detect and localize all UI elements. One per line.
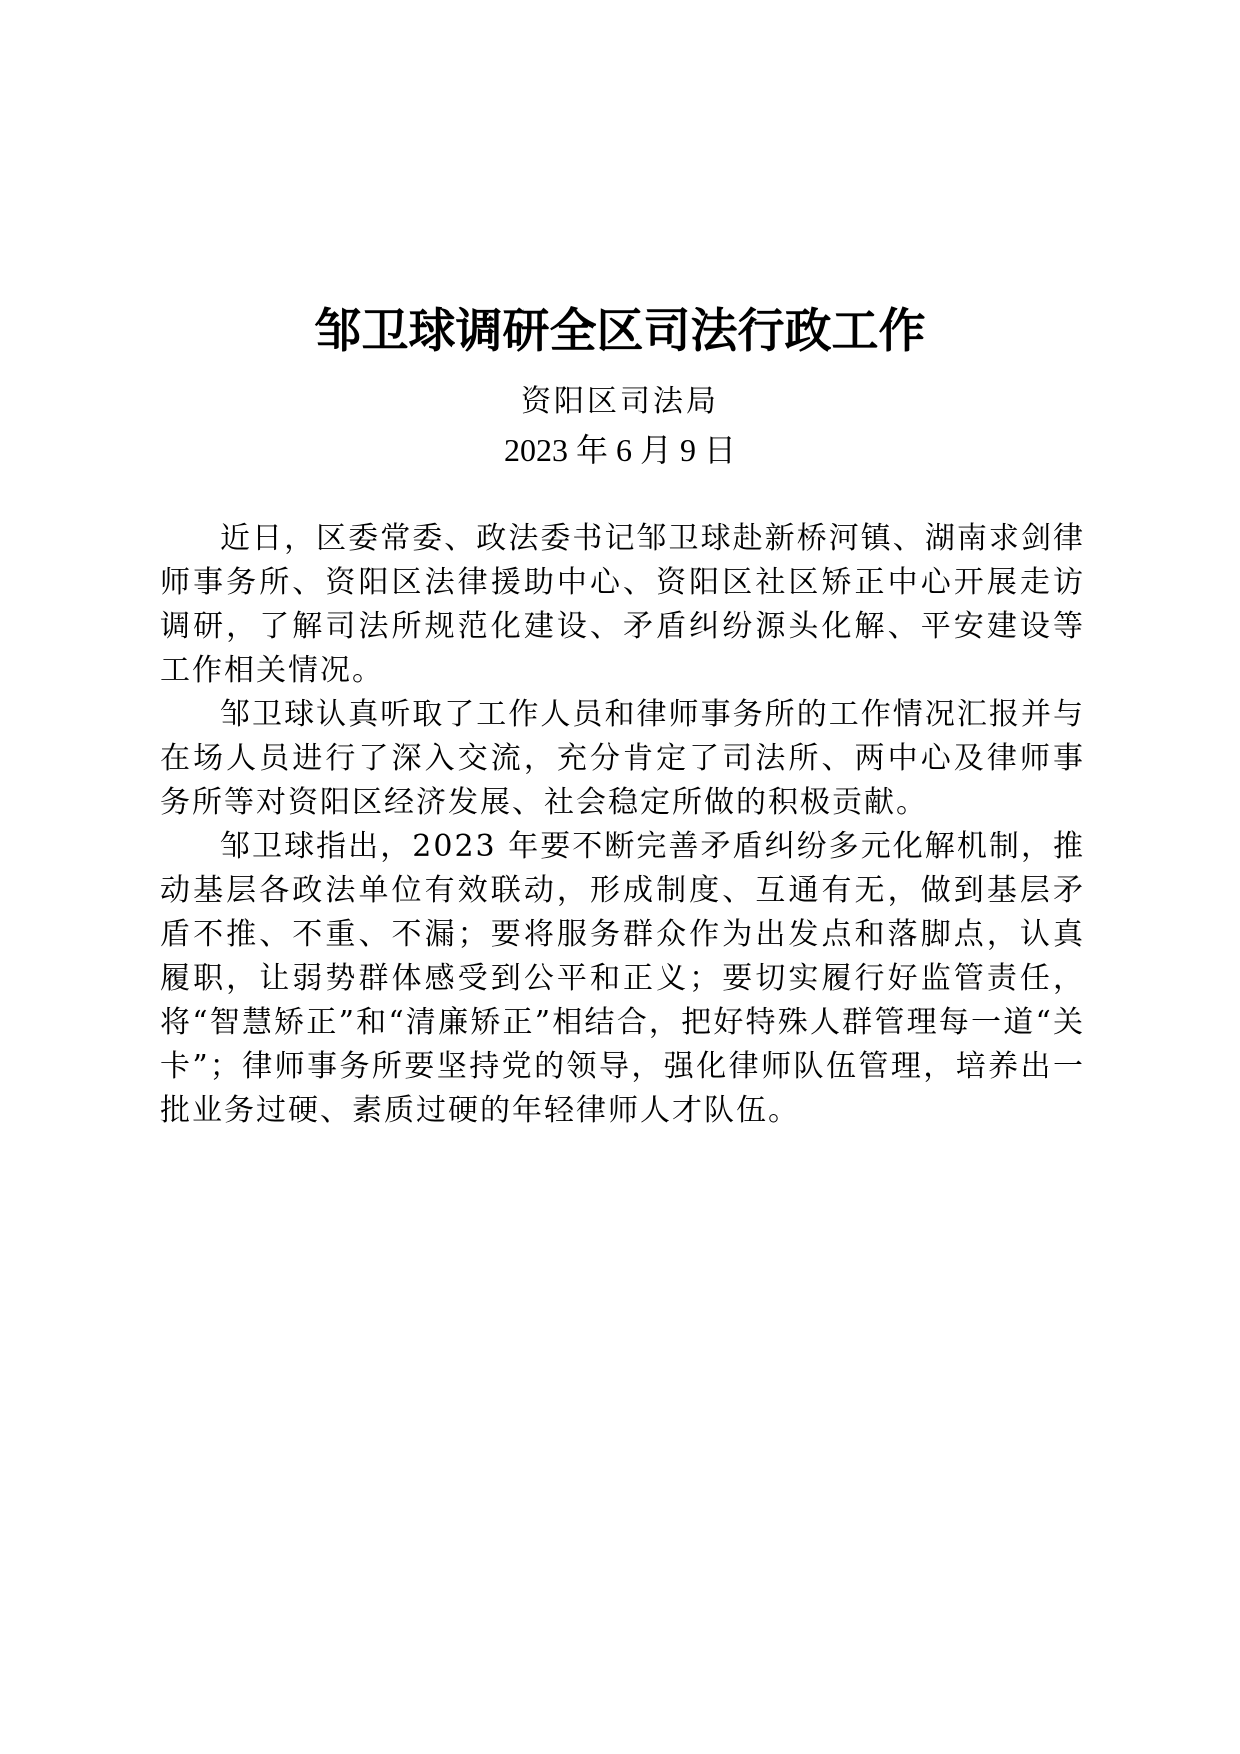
document-date: 2023 年 6 月 9 日 xyxy=(503,432,736,468)
document-title: 邹卫球调研全区司法行政工作 xyxy=(314,304,926,359)
body-paragraph: 近日，区委常委、政法委书记邹卫球赴新桥河镇、湖南求剑律师事务所、资阳区法律援助中心、资阳区社区矫正中心开展走访调研，了解司法所规范化建设、矛盾纠纷源头化解、平安建设等工作相关情况。 xyxy=(160,521,1085,688)
document-author: 资阳区司法局 xyxy=(521,384,719,419)
document-body xyxy=(160,517,1085,1133)
body-paragraph: 邹卫球认真听取了工作人员和律师事务所的工作情况汇报并与在场人员进行了深入交流，充分肯定了司法所、两中心及律师事务所等对资阳区经济发展、社会稳定所做的积极贡献。 xyxy=(160,697,1085,820)
body-paragraph: 邹卫球指出，2023 年要不断完善矛盾纠纷多元化解机制，推动基层各政法单位有效联动，形成制度、互通有无，做到基层矛盾不推、不重、不漏；要将服务群众作为出发点和落脚点，认真履职，让弱势群体感受到公平和正义；要切实履行好监管责任，将“智慧矫正”和“清廉矫正”相结合，把好特殊人群管理每一道“关卡”；律师事务所要坚持党的领导，强化律师队伍管理，培养出一批业务过硬、素质过硬的年轻律师人才队伍。 xyxy=(160,829,1085,1128)
